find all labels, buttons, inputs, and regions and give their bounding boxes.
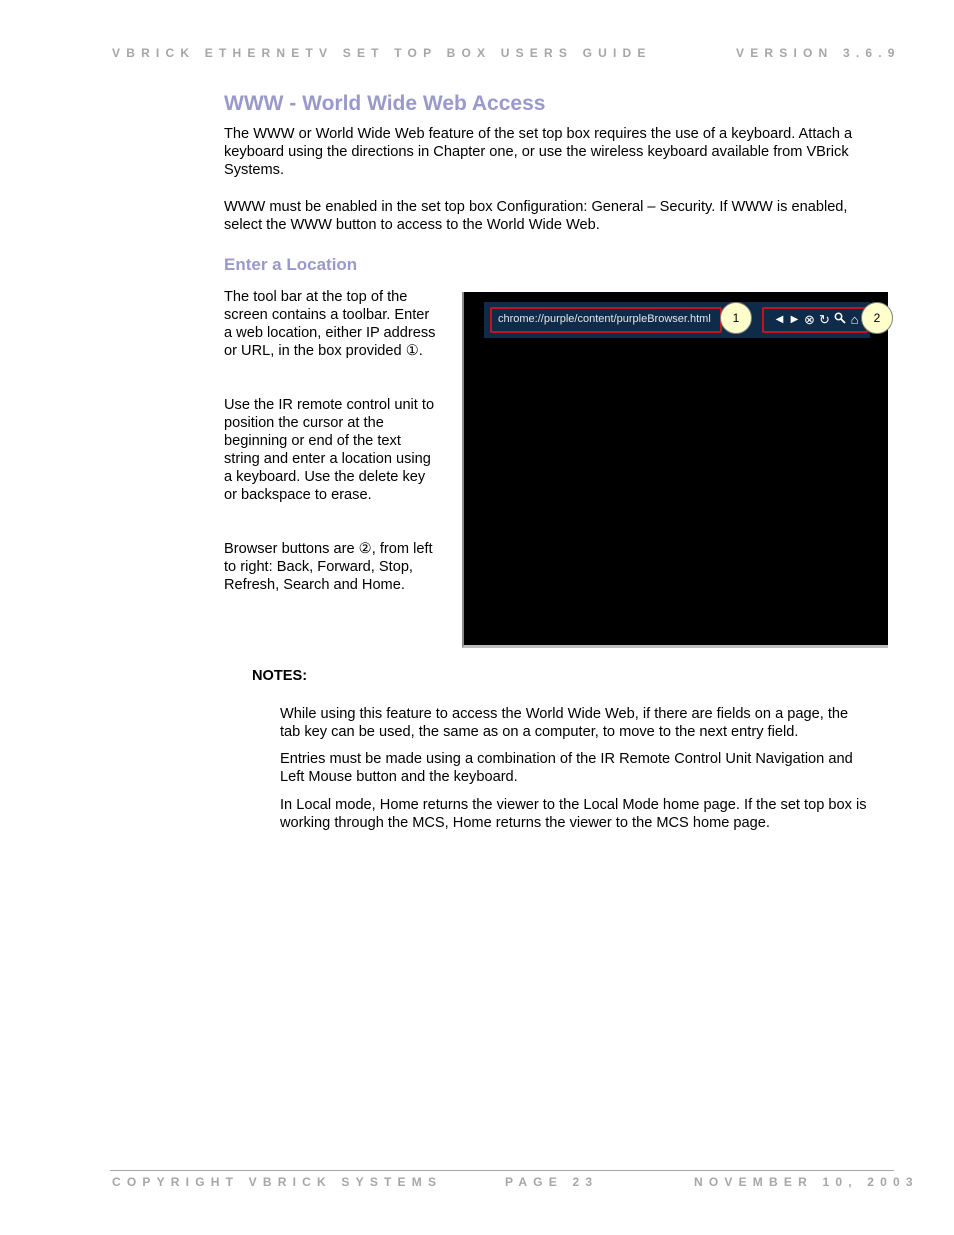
running-header-version: VERSION 3.6.9 [736, 46, 901, 60]
subsection-title: Enter a Location [224, 255, 358, 274]
url-input [490, 307, 722, 333]
notes-heading: NOTES: [252, 668, 308, 684]
browser-screenshot [462, 292, 888, 648]
callout-1: 1 [720, 302, 752, 334]
footer-date: NOVEMBER 10, 2003 [694, 1175, 919, 1189]
location-paragraph-3: Browser buttons are ②, from left to right: Back, Forward, Stop, Refresh, Search and Home. [224, 541, 433, 593]
note-item: In Local mode, Home returns the viewer to the Local Mode home page. If the set top box is working through the MCS, Home returns the viewer to the MCS home page. [280, 797, 867, 831]
note-item: While using this feature to access the World Wide Web, if there are fields on a page, the tab key can be used, the same as on a computer, to move to the next entry field. [280, 706, 849, 740]
home-icon: ⌂ [850, 312, 859, 327]
intro-paragraph: The WWW or World Wide Web feature of the set top box requires the use of a keyboard. Attach a keyboard using the directions in Chapter one, or use the wireless keyboard available from VBrick Systems. [224, 126, 853, 178]
refresh-icon: ↻ [819, 312, 830, 327]
callout-2: 2 [861, 302, 893, 334]
location-paragraph-1: The tool bar at the top of the screen contains a toolbar. Enter a web location, either IP address or URL, in the box provided ①. [224, 289, 436, 359]
enable-paragraph: WWW must be enabled in the set top box Configuration: General – Security. If WWW is enabled, select the WWW button to access to the World Wide Web. [224, 199, 848, 233]
note-item: Entries must be made using a combination of the IR Remote Control Unit Navigation and Left Mouse button and the keyboard. [280, 751, 853, 785]
url-text: chrome://purple/content/purpleBrowser.html [498, 313, 711, 325]
browser-buttons [762, 307, 868, 333]
location-paragraph-2: Use the IR remote control unit to position the cursor at the beginning or end of the text string and enter a location using a keyboard. Use the delete key or backspace to erase. [224, 397, 435, 503]
search-icon [833, 311, 846, 329]
footer-copyright: COPYRIGHT VBRICK SYSTEMS [112, 1175, 443, 1189]
footer-page-number: PAGE 23 [505, 1175, 599, 1189]
section-title: WWW - World Wide Web Access [224, 92, 546, 115]
running-header-title: VBRICK ETHERNETV SET TOP BOX USERS GUIDE [112, 46, 652, 60]
forward-icon: ▶ [790, 314, 799, 325]
back-icon: ◀ [775, 314, 784, 325]
stop-icon: ⊗ [804, 312, 815, 327]
browser-toolbar [484, 302, 870, 338]
footer-rule [110, 1170, 894, 1171]
